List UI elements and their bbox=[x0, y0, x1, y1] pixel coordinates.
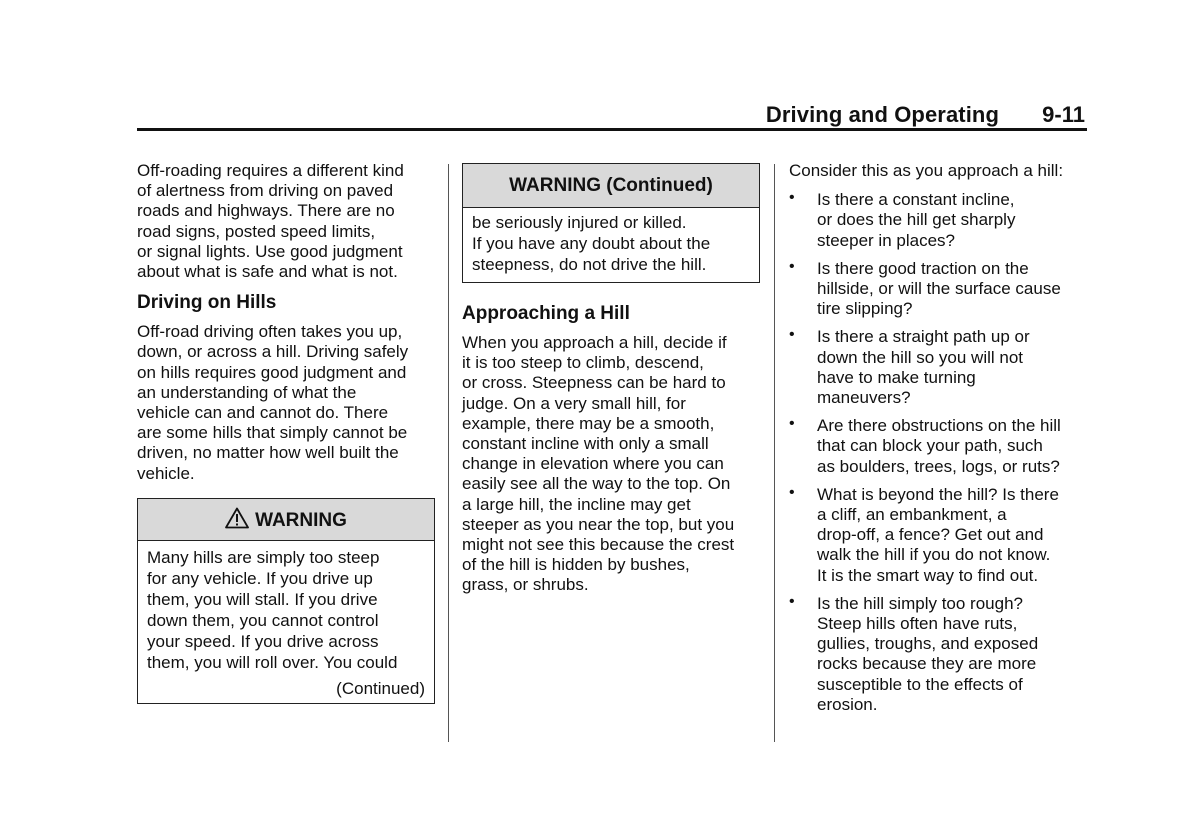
list-item: • Is there a straight path up or down the hill so you will not have to make turning maneuvers? bbox=[789, 326, 1030, 408]
bullet-icon: • bbox=[789, 326, 795, 344]
approaching-paragraph: When you approach a hill, decide if it is too steep to climb, descend, or cross. Steepness can be hard to judge. On a very small hill, for example, there may be a smooth, constant incline with only a small change in elevation where you can easily see all the way to the top. On a large hill, the incline may get steeper as you near the top, but you might not see this because the crest of the hill is hidden by bushes, grass, or shrubs. bbox=[462, 333, 735, 595]
warning-title: WARNING bbox=[255, 509, 347, 531]
page-number: 9-11 bbox=[1042, 102, 1085, 127]
warning-box bbox=[137, 498, 435, 704]
warning-text: Many hills are simply too steep for any vehicle. If you drive up them, you will stall. If you drive down them, you cannot control your speed. If you drive across them, you will roll over. You could bbox=[147, 547, 398, 672]
warning-header bbox=[138, 499, 434, 541]
column-2 bbox=[462, 163, 762, 596]
heading-approaching-a-hill: Approaching a Hill bbox=[462, 303, 630, 324]
list-item: • Are there obstructions on the hill that can block your path, such as boulders, trees, logs, or ruts? bbox=[789, 415, 1061, 476]
intro-paragraph: Off-roading requires a different kind of alertness from driving on paved roads and highways. There are no road signs, posted speed limits, or signal lights. Use good judgment about what is safe and what is not. bbox=[137, 161, 404, 282]
list-item: • What is beyond the hill? Is there a cliff, an embankment, a drop-off, a fence? Get out and walk the hill if you do not know. It is the smart way to find out. bbox=[789, 483, 1059, 585]
page-header bbox=[137, 98, 1087, 132]
bullet-icon: • bbox=[789, 189, 795, 207]
column-divider-1 bbox=[448, 164, 449, 742]
hills-paragraph: Off-road driving often takes you up, down, or across a hill. Driving safely on hills requires good judgment and an understanding of what the vehicle can and cannot do. There are some hills that simply cannot be driven, no matter how well built the vehicle. bbox=[137, 322, 409, 483]
heading-driving-on-hills: Driving on Hills bbox=[137, 292, 277, 314]
column-divider-2 bbox=[774, 164, 775, 742]
list-item: • Is there a constant incline, or does the hill get sharply steeper in places? bbox=[789, 189, 1016, 250]
bullet-icon: • bbox=[789, 592, 795, 610]
column-3 bbox=[789, 161, 1089, 723]
continued-label: (Continued) bbox=[336, 678, 425, 698]
header-rule bbox=[137, 128, 1087, 131]
warning-continued-text: be seriously injured or killed. If you have any doubt about the steepness, do not drive the hill. bbox=[472, 213, 711, 274]
checklist-intro: Consider this as you approach a hill: bbox=[789, 161, 1064, 180]
warning-continued-header: WARNING (Continued) bbox=[463, 164, 759, 208]
list-item: • Is there good traction on the hillside, or will the surface cause tire slipping? bbox=[789, 257, 1061, 319]
bullet-icon: • bbox=[789, 257, 795, 275]
warning-triangle-icon bbox=[225, 507, 249, 529]
bullet-icon: • bbox=[789, 483, 795, 501]
section-title: Driving and Operating bbox=[765, 102, 999, 127]
list-item: • Is the hill simply too rough? Steep hills often have ruts, gullies, troughs, and exposed rocks because they are more susceptible to the effects of erosion. bbox=[789, 592, 1039, 714]
column-1 bbox=[137, 161, 435, 704]
hill-checklist bbox=[789, 190, 1089, 715]
bullet-icon: • bbox=[789, 415, 795, 433]
warning-continued-box bbox=[462, 163, 760, 283]
